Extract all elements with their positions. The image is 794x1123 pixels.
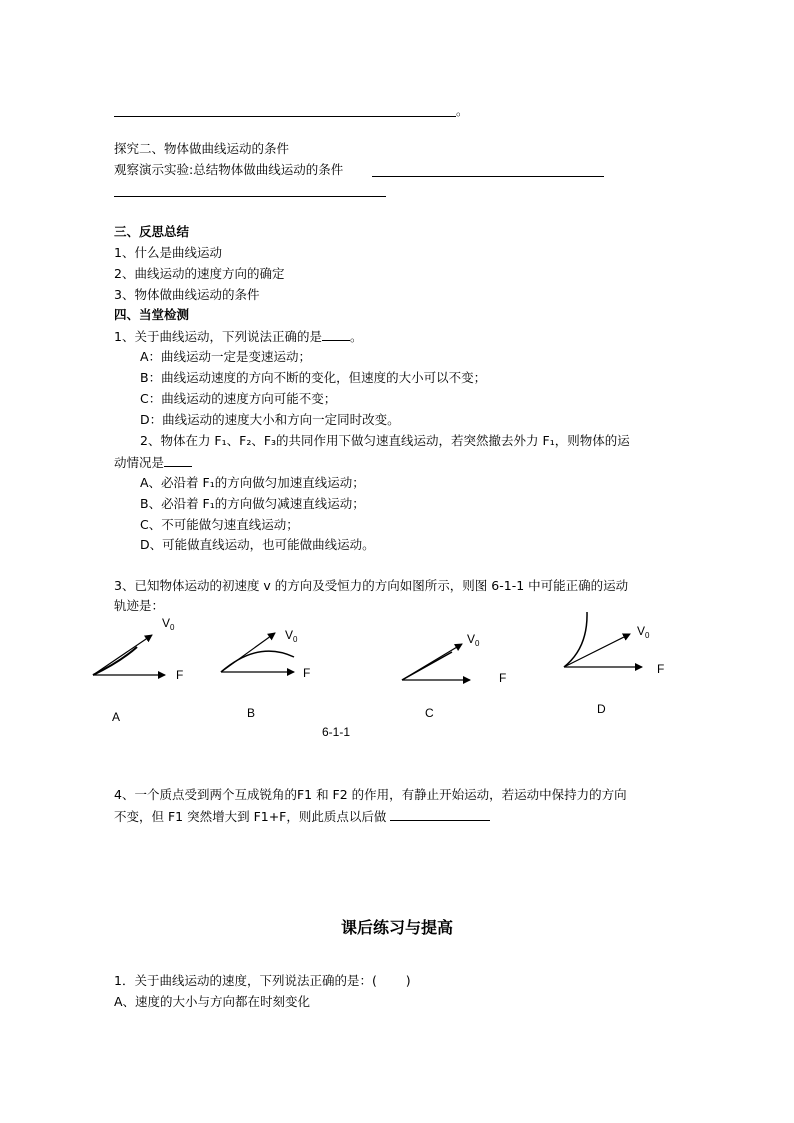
diagram-c bbox=[402, 632, 506, 720]
option-letter-a: A bbox=[112, 710, 121, 724]
figure-caption: 6-1-1 bbox=[322, 725, 351, 739]
answer-blank-line bbox=[114, 196, 386, 197]
diagram-d bbox=[564, 612, 664, 716]
q2-option-d: D、可能做直线运动，也可能做曲线运动。 bbox=[140, 537, 375, 552]
diagram-a bbox=[93, 616, 183, 724]
question-3-line2: 轨迹是： bbox=[114, 598, 165, 613]
option-letter-c: C bbox=[425, 706, 434, 720]
question-4-line2: 不变，但 F1 突然增大到 F1+F，则此质点以后做 bbox=[114, 808, 490, 825]
force-label: F bbox=[303, 666, 311, 680]
velocity-label: $V_0$ bbox=[162, 616, 175, 632]
explore2-heading: 探究二、物体做曲线运动的条件 bbox=[114, 141, 290, 156]
answer-blank bbox=[322, 328, 350, 341]
trajectory-curve bbox=[564, 612, 587, 667]
question-3-line1: 3、已知物体运动的初速度 v 的方向及受恒力的方向如图所示，则图 6-1-1 中可能正确的运动 bbox=[114, 578, 629, 593]
question-1-end: 。 bbox=[349, 329, 363, 344]
trajectory-curve bbox=[402, 652, 452, 680]
option-letter-d: D bbox=[597, 702, 606, 716]
q2-option-c: C、不可能做匀速直线运动； bbox=[140, 517, 299, 532]
section3-item: 2、曲线运动的速度方向的确定 bbox=[114, 266, 285, 281]
after-class-title: 课后练习与提高 bbox=[340, 918, 453, 937]
q1-option-d: D：曲线运动的速度大小和方向一定同时改变。 bbox=[140, 412, 400, 427]
force-label: F bbox=[657, 662, 665, 676]
answer-blank bbox=[164, 454, 192, 467]
velocity-label: $V_0$ bbox=[467, 632, 480, 648]
q1-option-b: B：曲线运动速度的方向不断的变化，但速度的大小可以不变； bbox=[140, 370, 487, 385]
question-2-line1: 2、物体在力 F₁、F₂、F₃的共同作用下做匀速直线运动，若突然撤去外力 F₁，则物体的运 bbox=[140, 433, 630, 448]
velocity-arrow bbox=[93, 635, 152, 675]
after-class-q1-option-a: A、速度的大小与方向都在时刻变化 bbox=[114, 994, 311, 1009]
q2-option-b: B、必沿着 F₁的方向做匀减速直线运动； bbox=[140, 496, 365, 511]
section3-item: 1、什么是曲线运动 bbox=[114, 245, 222, 260]
option-letter-b: B bbox=[247, 706, 256, 720]
force-label: F bbox=[176, 668, 184, 682]
answer-blank bbox=[390, 808, 490, 821]
velocity-label: $V_0$ bbox=[285, 628, 298, 644]
section3-heading: 三、反思总结 bbox=[114, 224, 190, 239]
section3-item: 3、物体做曲线运动的条件 bbox=[114, 287, 260, 302]
force-label: F bbox=[499, 671, 507, 685]
velocity-arrow bbox=[564, 634, 630, 667]
q2-option-a: A、必沿着 F₁的方向做匀加速直线运动； bbox=[140, 475, 365, 490]
answer-blank-line bbox=[114, 116, 456, 117]
trajectory-figure bbox=[0, 600, 794, 760]
velocity-label: $V_0$ bbox=[637, 624, 650, 640]
question-4-line1: 4、一个质点受到两个互成锐角的F1 和 F2 的作用，有静止开始运动，若运动中保持力的方向 bbox=[114, 787, 627, 802]
q1-option-a: A：曲线运动一定是变速运动； bbox=[140, 349, 312, 364]
section4-heading: 四、当堂检测 bbox=[114, 307, 190, 322]
question-1 bbox=[114, 328, 362, 345]
after-class-question-1: 1．关于曲线运动的速度，下列说法正确的是：( ) bbox=[114, 973, 411, 988]
explore2-text: 观察演示实验:总结物体做曲线运动的条件 bbox=[114, 162, 344, 177]
trajectory-curve bbox=[93, 647, 137, 675]
trajectory-curve bbox=[221, 651, 294, 672]
answer-blank-line bbox=[372, 176, 604, 177]
diagram-b bbox=[221, 628, 310, 720]
question-2-line2: 动情况是 bbox=[114, 454, 192, 471]
q1-option-c: C：曲线运动的速度方向可能不变； bbox=[140, 391, 337, 406]
period: 。 bbox=[456, 103, 469, 118]
question-1-stem: 1、关于曲线运动，下列说法正确的是 bbox=[114, 329, 322, 344]
